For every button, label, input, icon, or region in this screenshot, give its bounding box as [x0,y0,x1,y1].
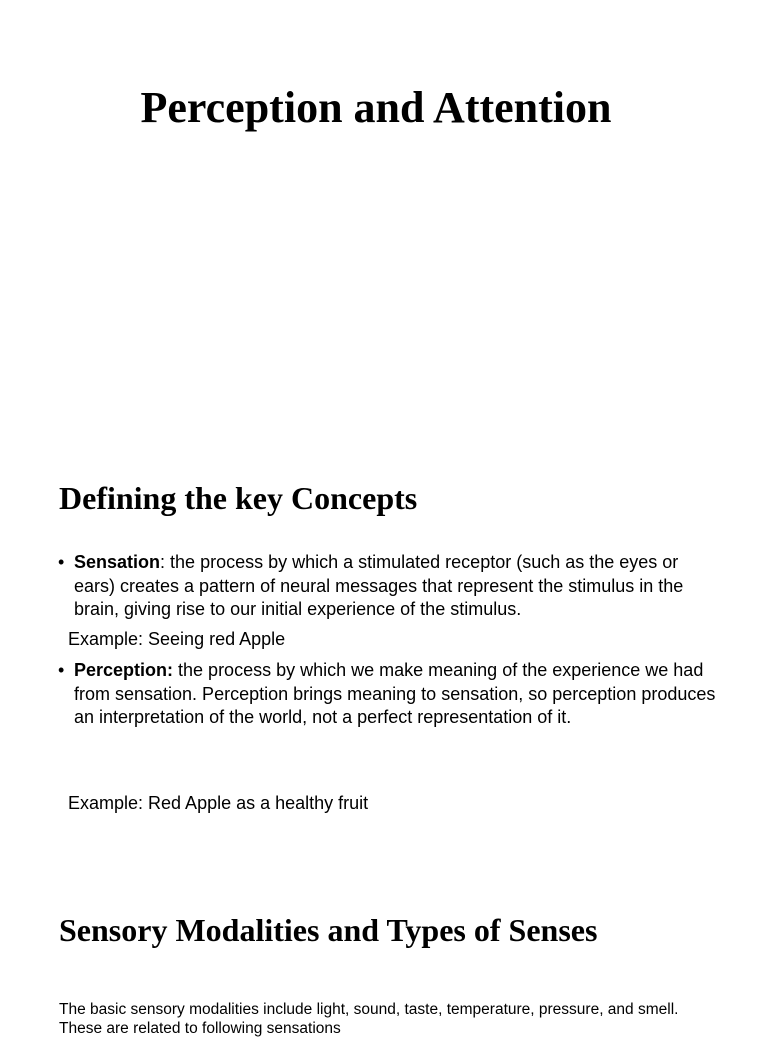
bullet-text [74,659,718,730]
bullet-term: Sensation [74,552,161,572]
bullet-sensation [58,551,718,622]
example-perception: Example: Red Apple as a healthy fruit [68,793,369,813]
bullet-separator: : [160,552,166,572]
section-heading-key-concepts: Defining the key Concepts [59,480,418,516]
sensory-modalities-body: The basic sensory modalities include light, sound, taste, temperature, pressure, and smell. These are related to following sensations [59,1000,679,1037]
page-title: Perception and Attention [140,83,612,132]
bullet-text [74,551,718,622]
section-heading-sensory-modalities: Sensory Modalities and Types of Senses [59,912,598,948]
bullet-definition: the process by which we make meaning of the experience we had from sensation. Perception brings meaning to sensation, so perception produces an interpretation of the world, not a perfect representation of it. [74,660,716,727]
example-sensation: Example: Seeing red Apple [68,629,286,649]
bullet-dot-icon: • [58,660,65,680]
bullet-perception [58,659,718,730]
bullet-definition: the process by which a stimulated receptor (such as the eyes or ears) creates a pattern of neural messages that represent the stimulus in the brain, giving rise to our initial experience of the stimulus. [74,552,684,619]
bullet-term: Perception: [74,660,174,680]
bullet-dot-icon: • [58,552,65,572]
